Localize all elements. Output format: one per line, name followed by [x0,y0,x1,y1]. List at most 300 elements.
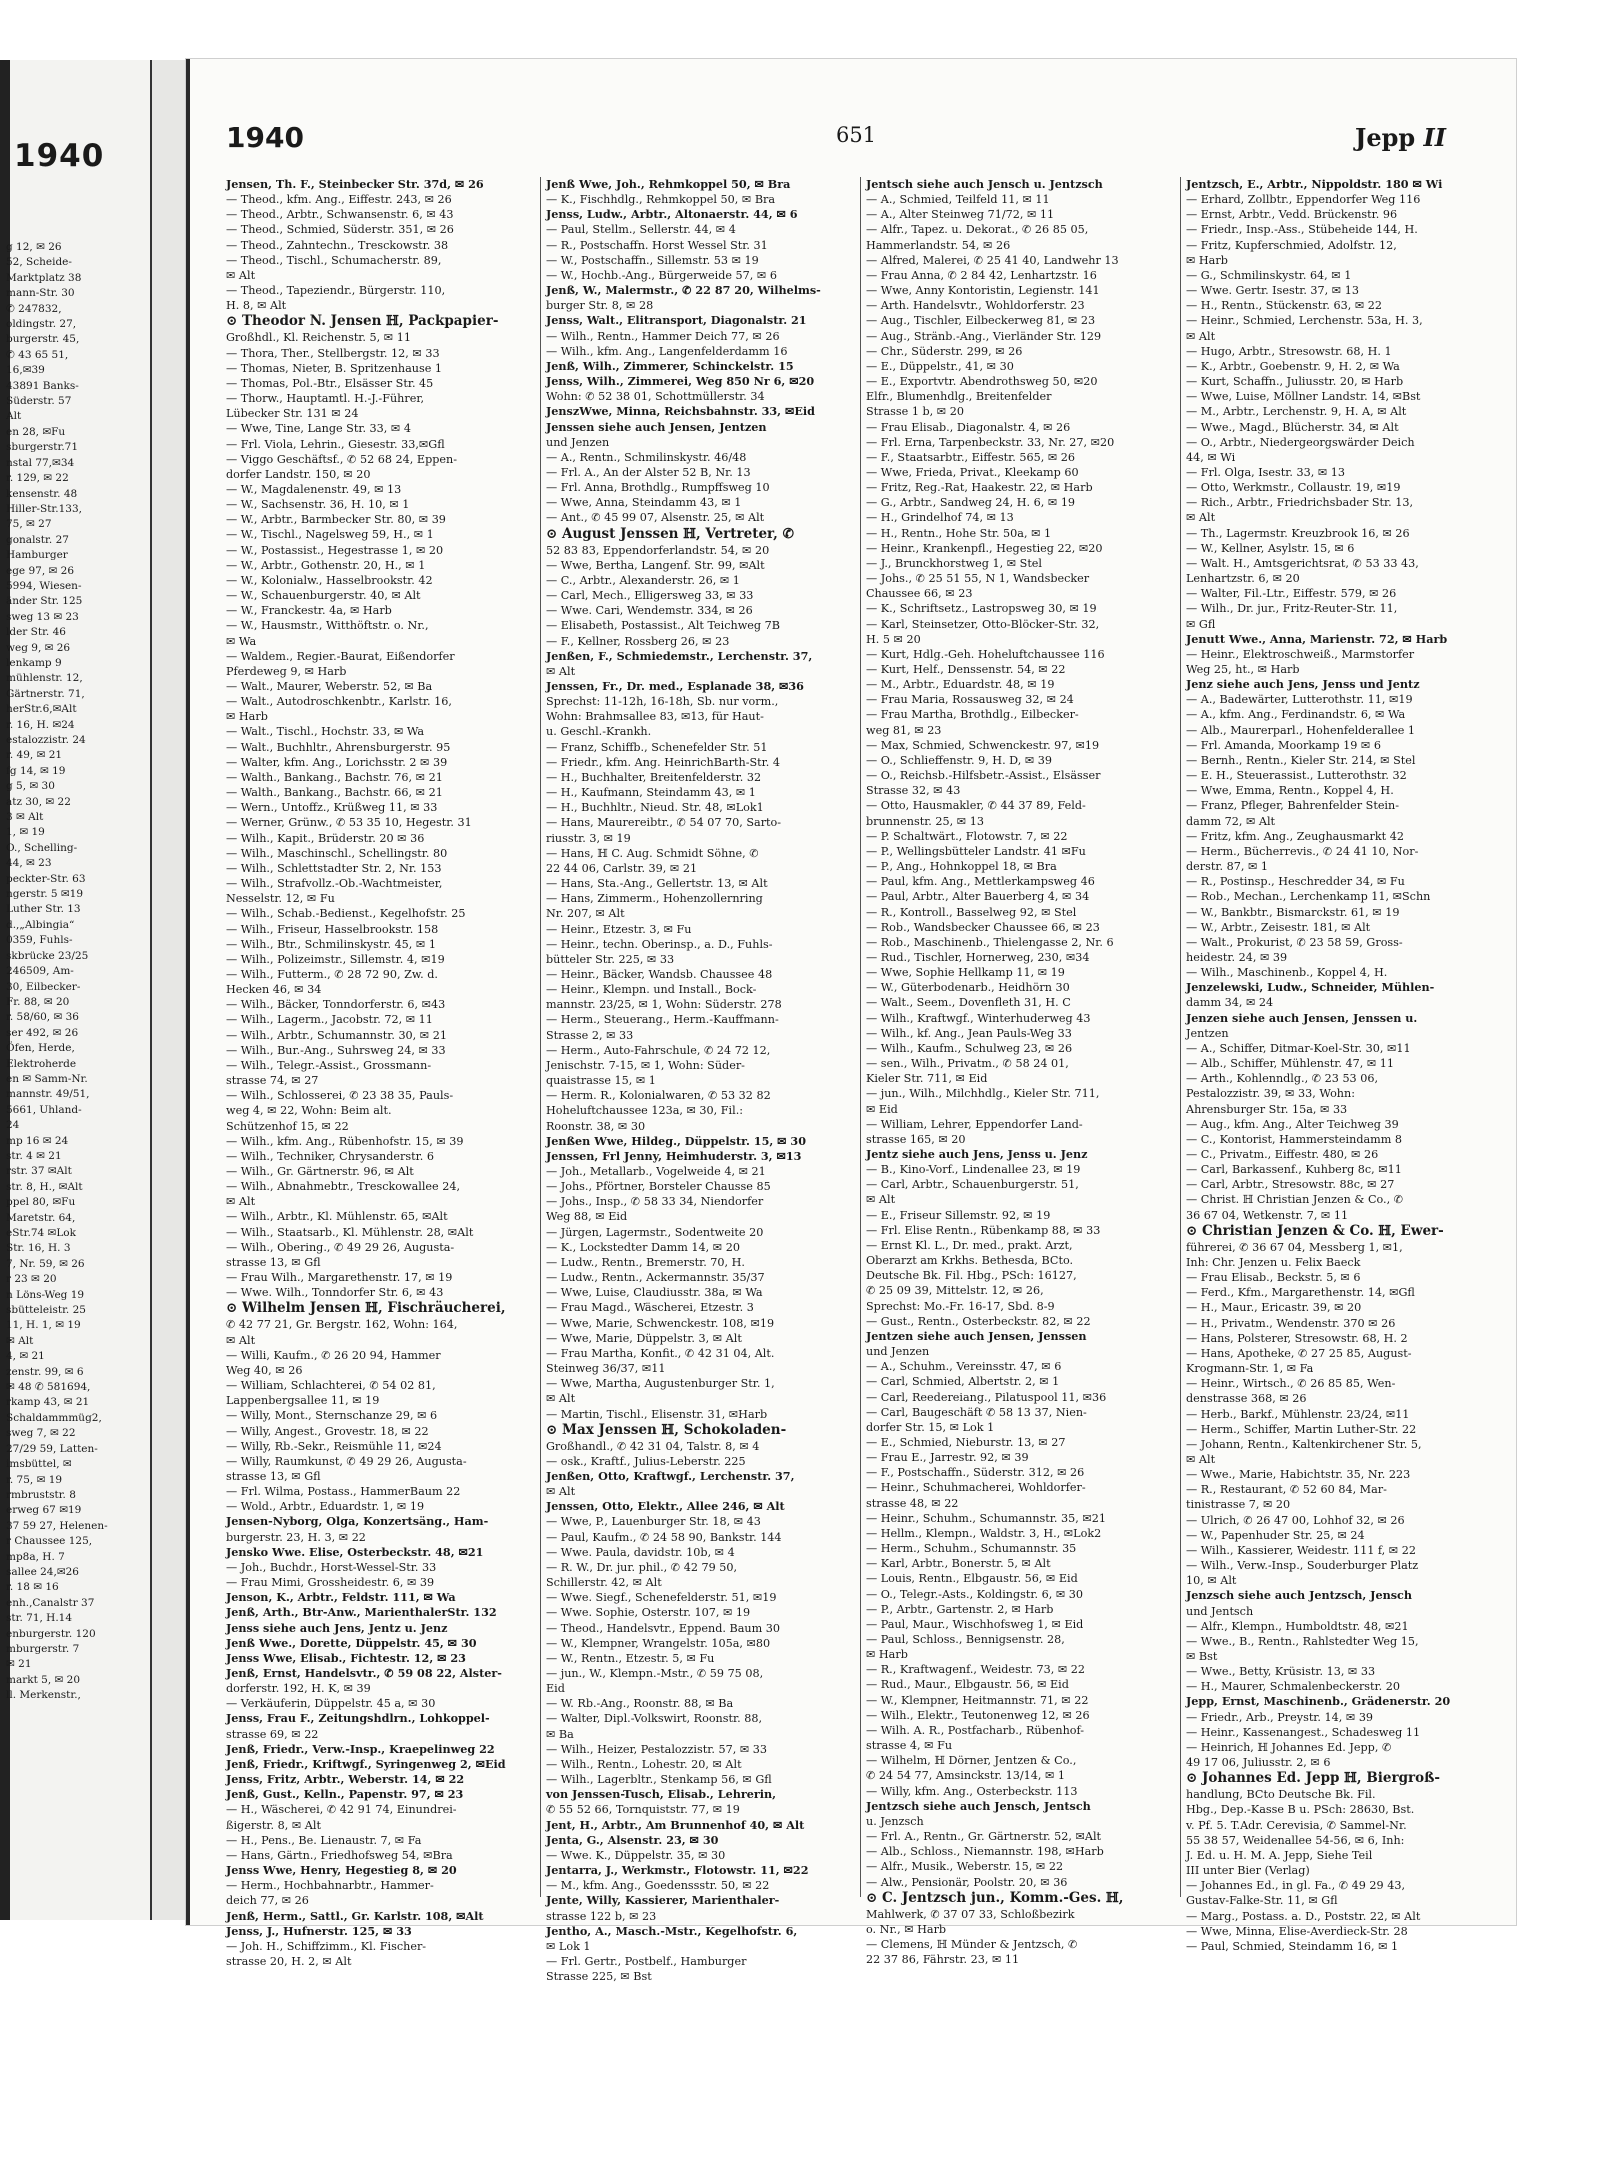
directory-entry-line: — Walt., Tischl., Hochstr. 33, ✉ Wa [226,725,425,739]
previous-page-line: ✉ Alt [6,1334,34,1347]
previous-page-line: 5994, Wiesen- [6,579,82,592]
directory-entry-line: — A., Schiffer, Ditmar-Koel-Str. 30, ✉11 [1186,1041,1411,1055]
directory-entry-line: — W., Sachsenstr. 36, H. 10, ✉ 1 [226,498,410,512]
directory-entry-line: Jenß, Herm., Sattl., Gr. Karlstr. 108, ✉Alt [226,1908,484,1923]
directory-entry-line: Jentzsch, E., Arbtr., Nippoldstr. 180 ✉ Wi [1186,177,1443,191]
directory-entry-line: — Wwe, Bertha, Langenf. Str. 99, ✉Alt [546,558,765,572]
directory-entry-line: — Joh., Buchdr., Horst-Wessel-Str. 33 [226,1560,437,1574]
directory-entry-line: — W., Rentn., Etzestr. 5, ✉ Fu [546,1651,715,1665]
directory-entry-line: — W. Rb.-Ang., Roonstr. 88, ✉ Ba [546,1697,734,1711]
directory-entry-line: strasse 13, ✉ Gfl [226,1469,321,1483]
book-binding [150,60,185,1920]
directory-entry-line: — Frl. Gertr., Postbelf., Hamburger [546,1954,747,1968]
previous-page-line: enburgerstr. 120 [6,1627,96,1640]
directory-entry-line: — Wilh., Elektr., Teutonenweg 12, ✉ 26 [866,1708,1090,1722]
directory-entry-line: — Wwe, Anna, Steindamm 43, ✉ 1 [546,496,742,510]
previous-page-line: g 5, ✉ 30 [6,780,55,793]
previous-page-line: mannstr. 49/51, [6,1088,90,1101]
directory-entry-line: — Hans, Apotheke, ✆ 27 25 85, August- [1186,1346,1412,1360]
directory-entry-line: — Willy, Raumkunst, ✆ 49 29 26, Augusta- [226,1454,467,1468]
directory-entry-line: — Heinr., techn. Oberinsp., a. D., Fuhls- [546,937,773,951]
directory-entry-line: Hammerlandstr. 54, ✉ 26 [866,238,1011,252]
directory-entry-line: u. Jenzsch [866,1814,924,1828]
previous-page-line: weg 9, ✉ 26 [6,641,71,654]
directory-entry-line: — Verkäuferin, Düppelstr. 45 a, ✉ 30 [226,1697,436,1711]
previous-page-line: ✉ 21 [6,1658,32,1671]
directory-entry-line: Strasse 32, ✉ 43 [866,784,961,798]
directory-entry-line: — W., Hausmstr., Witthöftstr. o. Nr., [226,619,429,633]
directory-entry-line: ✉ Alt [546,1392,576,1406]
directory-entry-line: Sprechst: Mo.-Fr. 16-17, Sbd. 8-9 [866,1299,1055,1313]
directory-entry-line: — Paul, Schloss., Bennigsenstr. 28, [866,1633,1065,1646]
directory-entry-line: — Gust., Rentn., Osterbeckstr. 82, ✉ 22 [866,1314,1091,1328]
directory-entry-line: — A., Rentn., Schmilinskystr. 46/48 [546,450,747,464]
directory-entry-line: Roonstr. 38, ✉ 30 [546,1119,646,1133]
previous-page-line: peckter-Str. 63 [6,872,86,885]
directory-entry-line: — H., Kaufmann, Steindamm 43, ✉ 1 [546,786,756,800]
previous-page-line: 1, ✉ 19 [6,826,45,839]
directory-entry-line: o. Nr., ✉ Harb [866,1922,947,1936]
directory-entry-line: Jenß, W., Malermstr., ✆ 22 87 20, Wilhelms- [546,283,821,298]
directory-entry-line: — Frl. Amanda, Moorkamp 19 ✉ 6 [1186,738,1381,752]
directory-entry-line: Jentho, A., Masch.-Mstr., Kegelhofstr. 6, [546,1923,798,1938]
directory-entry-line: — osk., Kraftf., Julius-Leberstr. 225 [546,1454,746,1468]
directory-entry-line: — Th., Lagermstr. Kreuzbrook 16, ✉ 26 [1186,526,1410,540]
directory-entry-line: Deutsche Bk. Fil. Hbg., PSch: 16127, [866,1269,1077,1283]
directory-entry-line: — A., Alter Steinweg 71/72, ✉ 11 [866,208,1055,222]
directory-entry-line: — Rob., Wandsbecker Chaussee 66, ✉ 23 [866,920,1100,934]
directory-entry-line: ✉ Lok 1 [546,1939,591,1953]
previous-page-line: Öfen, Herde, [6,1042,75,1055]
directory-entry-line: Jenss, Frau F., Zeitungshdlrn., Lohkoppel- [226,1711,490,1726]
directory-entry-line: — W., Hochb.-Ang., Bürgerweide 57, ✉ 6 [546,268,777,282]
directory-entry-line: — Otto, Hausmakler, ✆ 44 37 89, Feld- [866,799,1086,813]
directory-entry-line: — Heinr., Bäcker, Wandsb. Chaussee 48 [546,967,773,981]
previous-page-line: r. 58/60, ✉ 36 [6,1011,79,1024]
directory-entry-line: — Joh., Metallarb., Vogelweide 4, ✉ 21 [546,1165,766,1178]
directory-entry-line: — Ludw., Rentn., Ackermannstr. 35/37 [546,1271,765,1285]
directory-entry-line: ⊙ C. Jentzsch jun., Komm.-Ges. ℍ, [866,1889,1124,1906]
directory-entry-line: ⊙ Theodor N. Jensen ℍ, Packpapier- [226,313,499,330]
directory-entry-line: — Friedr., kfm. Ang. HeinrichBarth-Str. 4 [546,755,780,769]
directory-entry-line: — Werner, Grünw., ✆ 53 35 10, Hegestr. 31 [226,816,472,830]
directory-entry-line: — Wwe, Marie, Schwenckestr. 108, ✉19 [546,1316,775,1330]
directory-entry-line: — C., Arbtr., Alexanderstr. 26, ✉ 1 [546,573,740,587]
directory-entry-line: — Heinrich, ℍ Johannes Ed. Jepp, ✆ [1186,1740,1392,1754]
previous-page-line: Elektroherde [6,1057,77,1070]
directory-entry-line: Nr. 207, ✉ Alt [546,907,625,921]
directory-entry-line: — H., Maur., Ericastr. 39, ✉ 20 [1186,1301,1362,1315]
directory-entry-line: — Franz, Pfleger, Bahrenfelder Stein- [1186,799,1399,813]
directory-entry-line: — Fritz, Reg.-Rat, Haakestr. 22, ✉ Harb [866,481,1093,495]
directory-entry-line: — Jürgen, Lagermstr., Sodentweite 20 [546,1225,764,1239]
directory-entry-line: brunnenstr. 25, ✉ 13 [866,814,984,828]
directory-entry-line: — Kurt, Hdlg.-Geh. Hoheluftchaussee 116 [866,647,1105,661]
directory-entry-line: weg 81, ✉ 23 [866,723,942,737]
previous-page-line: r. 18 ✉ 16 [6,1581,59,1594]
directory-entry-line: ✉ Gfl [1186,617,1216,631]
previous-page-line: Hamburger [6,549,68,562]
directory-entry-line: — Alfr., Musik., Weberstr. 15, ✉ 22 [866,1860,1064,1874]
directory-entry-line: — W., Arbtr., Zeisestr. 181, ✉ Alt [1186,920,1371,934]
directory-entry-line: — Willi, Kaufm., ✆ 26 20 94, Hammer [226,1348,441,1362]
directory-entry-line: — Wilh., Strafvollz.-Ob.-Wachtmeister, [226,877,443,891]
directory-entry-line: — Frau Elisab., Beckstr. 5, ✉ 6 [1186,1271,1361,1285]
directory-entry-line: ✉ Wa [226,634,257,648]
directory-entry-line: — Frl. Erna, Tarpenbeckstr. 33, Nr. 27, ✉20 [866,435,1115,449]
directory-entry-line: — Hugo, Arbtr., Stresowstr. 68, H. 1 [1186,344,1392,358]
directory-entry-line: Jenß, Arth., Btr-Anw., MarienthalerStr. 132 [226,1605,497,1620]
directory-entry-line: Jenischstr. 7-15, ✉ 1, Wohn: Süder- [546,1058,745,1072]
directory-entry-line: und Jenzen [866,1345,930,1359]
directory-entry-line: — Wwe., Magd., Blücherstr. 34, ✉ Alt [1186,420,1399,434]
column-rule [1180,177,1181,1897]
directory-entry-line: — Wilh., Rentn., Lohestr. 20, ✉ Alt [546,1757,742,1771]
directory-entry-line: ✉ Alt [546,1485,576,1499]
directory-entry-line: — Walt., Seem., Dovenfleth 31, H. C [866,996,1071,1010]
directory-entry-line: Jenß Wwe., Dorette, Düppelstr. 45, ✉ 30 [226,1635,477,1650]
directory-entry-line: — P., Arbtr., Gartenstr. 2, ✉ Harb [866,1602,1054,1616]
directory-entry-line: Hbg., Dep.-Kasse B u. PSch: 28630, Bst. [1186,1803,1415,1817]
directory-entry-line: burger Str. 8, ✉ 28 [546,299,654,313]
directory-entry-line: — R., Postinsp., Heschredder 34, ✉ Fu [1186,875,1405,889]
directory-entry-line: ✉ Alt [226,1333,256,1347]
directory-entry-line: JenszWwe, Minna, Reichsbahnstr. 33, ✉Eid [546,404,815,419]
directory-entry-line: Schützenhof 15, ✉ 22 [226,1119,349,1133]
directory-entry-line: Jente, Willy, Kassierer, Marienthaler- [546,1893,780,1908]
directory-entry-line: von Jenssen-Tusch, Elisab., Lehrerin, [546,1787,777,1802]
directory-entry-line: — P. Schaltwärt., Flotowstr. 7, ✉ 22 [866,829,1068,843]
directory-entry-line: — Max, Schmied, Schwenckestr. 97, ✉19 [866,738,1100,752]
directory-entry-line: — Frl. Elise Rentn., Rübenkamp 88, ✉ 33 [866,1223,1101,1237]
directory-entry-line: Weg 40, ✉ 26 [226,1363,303,1377]
directory-entry-line: — H., Maurer, Schmalenbeckerstr. 20 [1186,1680,1401,1694]
previous-page-line: rstr. 37 ✉Alt [6,1165,72,1178]
directory-entry-line: — Wwe. Gertr. Isestr. 37, ✉ 13 [1186,284,1359,298]
directory-entry-line: ✉ Alt [226,1195,256,1209]
previous-page-line: r Chaussee 125, [6,1535,93,1548]
previous-page-line: lder Str. 46 [6,626,66,639]
directory-entry-line: ⊙ August Jenssen ℍ, Vertreter, ✆ [546,525,794,542]
directory-entry-line: Jenzsch siehe auch Jentzsch, Jensch [1186,1588,1412,1603]
directory-entry-line: — Rud., Tischler, Hornerweg, 230, ✉34 [866,950,1090,964]
previous-page-line: 24 [6,1119,20,1132]
directory-entry-line: — B., Kino-Vorf., Lindenallee 23, ✉ 19 [866,1163,1081,1177]
directory-entry-line: deich 77, ✉ 26 [226,1894,309,1908]
previous-page-line: Str. 16, H. 3 [6,1242,71,1255]
previous-page-line: oldingstr. 27, [6,318,77,331]
previous-page-line: markt 5, ✉ 20 [6,1673,81,1686]
directory-entry-line: — J., Brunckhorstweg 1, ✉ Stel [866,556,1043,570]
directory-entry-line: — K., Schriftsetz., Lastropsweg 30, ✉ 19 [866,602,1097,616]
directory-entry-line: — Wold., Arbtr., Eduardstr. 1, ✉ 19 [226,1500,425,1514]
directory-entry-line: Lenhartzstr. 6, ✉ 20 [1186,572,1300,586]
directory-entry-line: — Walt., Prokurist, ✆ 23 58 59, Gross- [1186,935,1403,949]
directory-entry-line: — Wwe, Minna, Elise-Averdieck-Str. 28 [1186,1924,1408,1938]
directory-entry-line: — Wilh., Lagerbltr., Stenkamp 56, ✉ Gfl [546,1773,772,1787]
directory-entry-line: — Aug., Stränb.-Ang., Vierländer Str. 129 [866,329,1102,343]
directory-entry-line: — Wilh., Abnahmebtr., Tresckowallee 24, [226,1180,461,1194]
directory-entry-line: Jenss, Walt., Elitransport, Diagonalstr. 21 [546,313,807,328]
previous-page-line: skbrücke 23/25 [6,949,89,962]
previous-page-line: ✆ 43 65 51, [6,348,69,361]
directory-entry-line: — Paul, Stellm., Sellerstr. 44, ✉ 4 [546,223,736,237]
directory-entry-line: tinistrasse 7, ✉ 20 [1186,1498,1291,1512]
directory-entry-line: — A., kfm. Ang., Ferdinandstr. 6, ✉ Wa [1186,708,1406,722]
directory-entry-line: Gustav-Falke-Str. 11, ✉ Gfl [1186,1894,1338,1908]
directory-entry-line: — Wilh., kfm. Ang., Rübenhofstr. 15, ✉ 39 [226,1134,464,1148]
directory-entry-line: — Frau Elisab., Diagonalstr. 4, ✉ 26 [866,420,1071,434]
directory-entry-line: — Wwe, Tine, Lange Str. 33, ✉ 4 [226,422,411,436]
directory-entry-line: — Frau Martha, Konfit., ✆ 42 31 04, Alt. [546,1346,775,1360]
directory-entry-line: — Hans, Zimmerm., Hohenzollernring [546,892,763,906]
previous-page-line: 37 59 27, Helenen- [6,1519,108,1532]
directory-entry-line: — Marg., Postass. a. D., Poststr. 22, ✉ Alt [1186,1909,1421,1923]
previous-page-fragment [0,60,152,1920]
directory-entry-line: ⊙ Wilhelm Jensen ℍ, Fischräucherei, [226,1300,506,1317]
directory-entry-line: — Carl, Schmied, Albertstr. 2, ✉ 1 [866,1375,1060,1389]
directory-entry-line: dorfer Landstr. 150, ✉ 20 [226,467,371,481]
previous-page-line: 3 ✉ Alt [6,811,44,824]
directory-entry-line: strasse 122 b, ✉ 23 [546,1909,657,1923]
directory-entry-line: — Heinr., Kassenangest., Schadesweg 11 [1186,1725,1421,1739]
previous-page-line: r 23 ✉ 20 [6,1273,57,1286]
directory-entry-line: — Rich., Arbtr., Friedrichsbader Str. 13, [1186,496,1414,510]
directory-entry-line: Strasse 2, ✉ 33 [546,1028,634,1042]
directory-entry-line: 22 37 86, Fährstr. 23, ✉ 11 [866,1953,1020,1967]
previous-page-line: sallee 24,✉26 [6,1565,79,1578]
directory-entry-line: — Frau Magd., Wäscherei, Etzestr. 3 [546,1301,754,1315]
directory-entry-line: — Frau Maria, Rossausweg 32, ✉ 24 [866,693,1074,707]
previous-page-line: ser 492, ✉ 26 [6,1026,79,1039]
directory-entry-line: — O., Arbtr., Niedergeorgswärder Deich [1186,435,1415,449]
directory-entry-line: — Walter, Fil.-Ltr., Eiffestr. 579, ✉ 26 [1186,587,1397,601]
directory-entry-line: — E., Exportvtr. Abendrothsweg 50, ✉20 [866,375,1098,389]
previous-page-line: Schaldammmüg2, [6,1411,102,1424]
directory-entry-line: — Johs., Insp., ✆ 58 33 34, Niendorfer [546,1195,764,1209]
directory-entry-line: — Herm., Steuerang., Herm.-Kauffmann- [546,1013,779,1027]
directory-entry-line: — Ferd., Kfm., Margarethenstr. 14, ✉Gfl [1186,1286,1415,1300]
previous-page-line: 0359, Fuhls- [6,934,73,947]
directory-entry-line: Nesselstr. 12, ✉ Fu [226,892,335,906]
directory-entry-line: Jenß, Friedr., Verw.-Insp., Kraepelinweg 22 [226,1741,495,1756]
directory-entry-line: — Carl, Reedereiang., Pilatuspool 11, ✉36 [866,1390,1107,1404]
directory-entry-line: — Wilh., Maschinschl., Schellingstr. 80 [226,846,448,860]
directory-entry-line: — Carl, Mech., Elligersweg 33, ✉ 33 [546,589,754,603]
directory-entry-line: — Herm., Auto-Fahrschule, ✆ 24 72 12, [546,1043,771,1057]
directory-entry-line: Jentzen siehe auch Jensen, Jenssen [866,1328,1087,1343]
directory-entry-line: — Herm., Schiffer, Martin Luther-Str. 22 [1186,1422,1417,1436]
directory-entry-line: — H., Buchhalter, Breitenfelderstr. 32 [546,770,762,784]
previous-page-line: mburgerstr. 7 [6,1642,80,1655]
previous-page-line: 52, Scheide- [6,256,72,269]
directory-entry-line: Jenss, Fritz, Arbtr., Weberstr. 14, ✉ 22 [226,1772,465,1787]
directory-entry-line: Sprechst: 11-12h, 16-18h, Sb. nur vorm., [546,695,779,709]
directory-entry-line: — Heinr., Klempn. und Install., Bock- [546,983,757,997]
directory-entry-line: burgerstr. 23, H. 3, ✉ 22 [226,1530,366,1544]
directory-entry-line: — W., Klempner, Wrangelstr. 105a, ✉80 [546,1636,771,1650]
directory-column-3 [866,177,1174,1967]
directory-entry-line: — Frau Anna, ✆ 2 84 42, Lenhartzstr. 16 [866,268,1097,282]
previous-page-line: O., Schelling- [6,841,78,854]
directory-entry-line: — M., Arbtr., Eduardstr. 48, ✉ 19 [866,678,1055,692]
directory-entry-line: weg 4, ✉ 22, Wohn: Beim alt. [226,1104,392,1118]
directory-entry-line: 22 44 06, Carlstr. 39, ✉ 21 [546,861,698,875]
directory-entry-line: Jenss Wwe, Elisab., Fichtestr. 12, ✉ 23 [226,1650,466,1665]
directory-entry-line: — Frau Martha, Brothdlg., Eilbecker- [866,708,1079,722]
directory-entry-line: — Johs., Pförtner, Borsteler Chausse 85 [546,1180,771,1194]
directory-entry-line: — Heinr., Schmied, Lerchenstr. 53a, H. 3, [1186,314,1423,328]
directory-entry-line: — H., Buchhltr., Nieud. Str. 48, ✉Lok1 [546,801,764,815]
directory-entry-line: — W., Güterbodenarb., Heidhörn 30 [866,981,1070,995]
directory-entry-line: III unter Bier (Verlag) [1186,1864,1310,1878]
directory-entry-line: ✆ 25 09 39, Mittelstr. 12, ✉ 26, [866,1284,1044,1298]
previous-page-line: mühlenstr. 12, [6,672,83,685]
directory-entry-line: — P., Ang., Hohnkoppel 18, ✉ Bra [866,860,1057,874]
directory-entry-line: — Louis, Rentn., Elbgaustr. 56, ✉ Eid [866,1572,1078,1586]
directory-entry-line: — Friedr., Arb., Preystr. 14, ✉ 39 [1186,1710,1374,1724]
directory-entry-line: — Rob., Maschinenb., Thielengasse 2, Nr. 6 [866,935,1114,949]
directory-entry-line: Jenta, G., Alsenstr. 23, ✉ 30 [546,1832,719,1847]
directory-entry-line: — Wwe, Frieda, Privat., Kleekamp 60 [866,465,1079,479]
directory-entry-line: strasse 69, ✉ 22 [226,1727,319,1741]
directory-entry-line: 36 67 04, Wetkenstr. 7, ✉ 11 [1186,1208,1349,1222]
directory-entry-line: — Kurt, Helf., Denssenstr. 54, ✉ 22 [866,663,1066,676]
directory-entry-line: Jenss, J., Hufnerstr. 125, ✉ 33 [226,1923,412,1938]
directory-entry-line: Großhandl., ✆ 42 31 04, Talstr. 8, ✉ 4 [546,1439,760,1453]
directory-entry-line: Jenzen siehe auch Jensen, Jenssen u. [1186,1010,1418,1025]
previous-page-line: ✉ 48 ✆ 581694, [6,1381,91,1394]
directory-entry-line: Jentzsch siehe auch Jensch, Jentsch [866,1798,1091,1813]
directory-entry-line: Inh: Chr. Jenzen u. Felix Baeck [1186,1255,1361,1269]
previous-page-line: 44, ✉ 23 [6,857,52,870]
directory-entry-line: Strasse 225, ✉ Bst [546,1970,652,1984]
directory-entry-line: — M., Arbtr., Lerchenstr. 9, H. A, ✉ Alt [1186,405,1407,419]
previous-page-line: r. 49, ✉ 21 [6,749,63,762]
directory-entry-line: — E., Düppelstr., 41, ✉ 30 [866,359,1014,373]
previous-page-line: r. 16, H. ✉24 [6,718,75,731]
previous-page-line: 16,✉39 [6,364,45,377]
directory-entry-line: — Thomas, Nieter, B. Spritzenhause 1 [226,361,443,375]
directory-entry-line: — Paul, kfm. Ang., Mettlerkampsweg 46 [866,875,1095,889]
column-rule [540,177,541,1897]
previous-page-line: Gärtnerstr. 71, [6,687,85,700]
directory-entry-line: Jentz siehe auch Jens, Jenss u. Jenz [866,1147,1088,1161]
directory-entry-line: — F., Postschaffn., Süderstr. 312, ✉ 26 [866,1466,1085,1480]
directory-entry-line: — Frl. Viola, Lehrin., Giesestr. 33,✉Gfl [226,437,445,451]
directory-entry-line: — Otto, Werkmstr., Collaustr. 19, ✉19 [1186,481,1401,495]
directory-entry-line: ✉ Alt [866,1193,896,1207]
previous-page-line: 30, Eilbecker- [6,980,81,993]
directory-entry-line: und Jentsch [1186,1604,1254,1618]
directory-entry-line: — Frl. A., An der Alster 52 B, Nr. 13 [546,465,751,479]
directory-entry-line: — Karl, Arbtr., Bonerstr. 5, ✉ Alt [866,1557,1051,1571]
directory-entry-line: — R., Restaurant, ✆ 52 60 84, Mar- [1186,1483,1387,1497]
directory-entry-line: — Wilh., Bur.-Ang., Suhrsweg 24, ✉ 33 [226,1043,446,1057]
previous-page-line: nstal 77,✉34 [6,456,75,469]
directory-entry-line: — Bernh., Rentn., Kieler Str. 214, ✉ Stel [1186,753,1416,767]
directory-entry-line: — Wwe, P., Lauenburger Str. 18, ✉ 43 [546,1515,761,1529]
directory-entry-line: — Alb., Schloss., Niemannstr. 198, ✉Harb [866,1845,1104,1859]
directory-entry-line: quaistrasse 15, ✉ 1 [546,1074,656,1088]
directory-entry-line: bütteler Str. 225, ✉ 33 [546,952,675,966]
directory-page [185,58,1517,1984]
directory-entry-line: — Herm. R., Kolonialwaren, ✆ 53 32 82 [546,1089,771,1103]
directory-entry-line: — Wilh., Staatsarb., Kl. Mühlenstr. 28, ✉Alt [226,1225,474,1239]
directory-entry-line: — Johannes Ed., in gl. Fa., ✆ 49 29 43, [1186,1879,1406,1893]
directory-entry-line: — Herm., Hochbahnarbtr., Hammer- [226,1879,434,1893]
directory-entry-line: Jentarra, J., Werkmstr., Flotowstr. 11, ✉22 [546,1863,809,1878]
directory-entry-line: — Joh. H., Schiffzimm., Kl. Fischer- [226,1939,427,1953]
previous-page-line: änder Str. 125 [6,595,83,608]
directory-entry-line: ✉ Ba [546,1727,574,1741]
previous-page-line: mann-Str. 30 [6,287,75,300]
directory-entry-line: ✉ Alt [1186,1452,1216,1466]
directory-entry-line: 44, ✉ Wi [1186,450,1236,464]
directory-entry-line: — Wwe., Marie, Habichtstr. 35, Nr. 223 [1186,1468,1411,1482]
directory-entry-line: Jenssen, Frl Jenny, Heimhuderstr. 3, ✉13 [546,1148,802,1163]
previous-page-line: burgerstr. 45, [6,333,80,346]
directory-entry-line: — Wilh., Polizeimstr., Sillemstr. 4, ✉19 [226,952,445,966]
directory-entry-line: dorfer Str. 15, ✉ Lok 1 [866,1420,995,1434]
directory-entry-line: Jensko Wwe. Elise, Osterbeckstr. 48, ✉21 [226,1544,484,1559]
directory-entry-line: — H., Rentn., Stückenstr. 63, ✉ 22 [1186,299,1383,313]
directory-entry-line: — Theod., kfm. Ang., Eiffestr. 243, ✉ 26 [226,193,452,207]
previous-page-line: str. 8, H., ✉Alt [6,1180,83,1193]
directory-entry-line: strasse 20, H. 2, ✉ Alt [226,1954,352,1968]
directory-entry-line: ✉ Harb [1186,253,1228,267]
previous-page-line: Süderstr. 57 [6,395,72,408]
directory-entry-line: ✉ Alt [1186,511,1216,525]
directory-entry-line: — William, Lehrer, Eppendorfer Land- [866,1117,1083,1131]
directory-entry-line: Jent, H., Arbtr., Am Brunnenhof 40, ✉ Alt [546,1817,805,1832]
directory-entry-line: — Wilh., Kapit., Brüderstr. 20 ✉ 36 [226,831,425,845]
directory-entry-line: — G., Arbtr., Sandweg 24, H. 6, ✉ 19 [866,496,1076,510]
directory-entry-line: — K., Lockstedter Damm 14, ✉ 20 [546,1240,740,1254]
previous-page-line: eStr.74 ✉Lok [6,1227,76,1239]
directory-entry-line: — Wilh., Futterm., ✆ 28 72 90, Zw. d. [226,967,438,981]
directory-entry-line: — Wilh., Maschinenb., Koppel 4, H. [1186,966,1388,980]
directory-entry-line: — R. W., Dr. jur. phil., ✆ 42 79 50, [546,1560,738,1574]
directory-entry-line: — Ernst, Arbtr., Vedd. Brückenstr. 96 [1186,208,1398,222]
directory-entry-line: Weg 88, ✉ Eid [546,1210,628,1224]
directory-entry-line: — Clemens, ℍ Münder & Jentzsch, ✆ [866,1937,1078,1951]
directory-entry-line: — M., kfm. Ang., Goedenssstr. 50, ✉ 22 [546,1879,770,1893]
directory-entry-line: — Wilh., Telegr.-Assist., Grossmann- [226,1058,432,1072]
directory-entry-line: mannstr. 23/25, ✉ 1, Wohn: Süderstr. 278 [546,998,782,1012]
directory-entry-line: — Alfr., Tapez. u. Dekorat., ✆ 26 85 05, [866,223,1089,237]
directory-entry-line: — Erhard, Zollbtr., Eppendorfer Weg 116 [1186,193,1421,207]
running-head-name: Jepp [1355,123,1416,152]
directory-columns [226,177,1476,1984]
directory-entry-line: — Waldem., Regier.-Baurat, Eißendorfer [226,649,455,663]
directory-entry-line: — Alb., Maurerparl., Hohenfelderallee 1 [1186,723,1416,737]
directory-entry-line: — Carl, Baugeschäft ✆ 58 13 37, Nien- [866,1405,1087,1419]
directory-entry-line: 10, ✉ Alt [1186,1574,1237,1588]
directory-entry-line: ✉ Bst [1186,1650,1218,1663]
previous-page-line: imsbüttel, ✉ [6,1458,72,1471]
directory-entry-line: Jenssen, Fr., Dr. med., Esplanade 38, ✉36 [546,679,804,693]
previous-page-line: Marktplatz 38 [6,271,82,284]
directory-entry-line: Jenss, Ludw., Arbtr., Altonaerstr. 44, ✉ 6 [546,207,798,222]
directory-entry-line: — W., Kolonialw., Hasselbrookstr. 42 [226,573,433,587]
directory-entry-line: Jenßen, Otto, Kraftwgf., Lerchenstr. 37, [546,1468,795,1483]
directory-entry-line: — jun., W., Klempn.-Mstr., ✆ 59 75 08, [546,1667,764,1680]
directory-entry-line: — Martin, Tischl., Elisenstr. 31, ✉Harb [546,1407,768,1421]
directory-entry-line: — E., Schmied, Nieburstr. 13, ✉ 27 [866,1435,1066,1449]
previous-page-line: ll. Merkenstr., [6,1689,81,1702]
directory-entry-line: ✆ 24 54 77, Amsinckstr. 13/14, ✉ 1 [866,1769,1065,1783]
